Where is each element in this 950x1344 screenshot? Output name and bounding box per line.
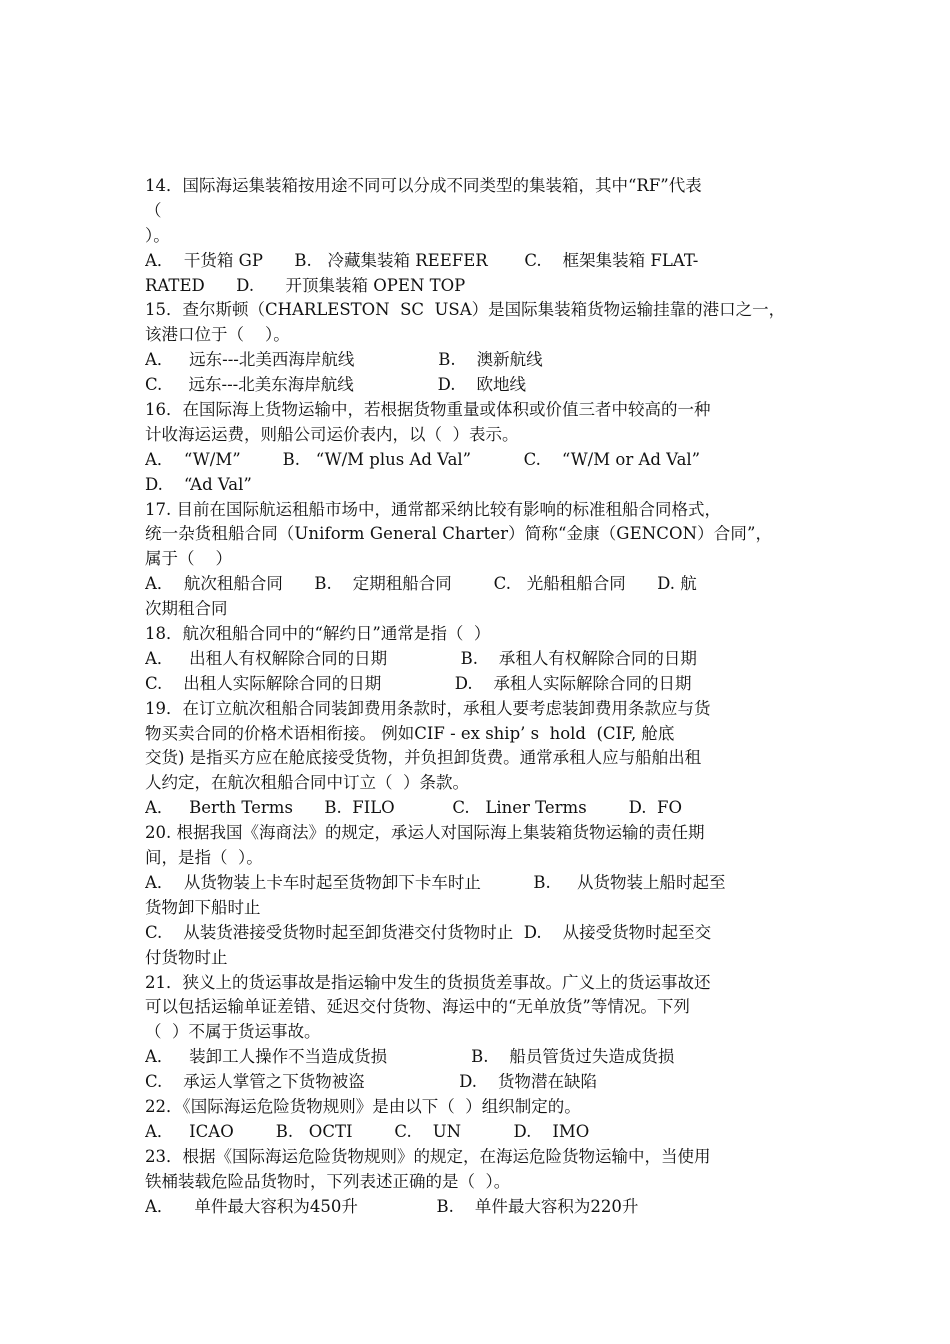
question-19-options: A． Berth Terms B. FILO C. Liner Terms D. FO [145,798,682,818]
question-17-line-1: 17. 目前在国际航运租船市场中，通常都采纳比较有影响的标准租船合同格式， [145,499,721,519]
question-20-options-1: A． 从货物装上卡车时起至货物卸下卡车时止 B. 从货物装上船时起至 [145,872,726,892]
question-17-line-3: 属于（ ） [145,549,232,569]
question-21-line-2: 可以包括运输单证差错、延迟交付货物、海运中的“无单放货”等情况。下列 [145,997,690,1017]
question-23-options-1: A． 单件最大容积为450升 B. 单件最大容积为220升 [145,1196,639,1216]
question-20-line-1: 20. 根据我国《海商法》的规定，承运人对国际海上集装箱货物运输的责任期 [145,823,705,843]
question-19-line-1: 19．在订立航次租船合同装卸费用条款时，承租人要考虑装卸费用条款应与货 [145,698,711,718]
question-22-line-1: 22．《国际海运危险货物规则》是由以下（ ）组织制定的。 [145,1096,581,1116]
document-body [145,174,815,1219]
question-16-line-1: 16．在国际海上货物运输中，若根据货物重量或体积或价值三者中较高的一种 [145,400,711,420]
question-21-line-3: （ ）不属于货运事故。 [145,1022,321,1042]
question-14-line-3: ）。 [145,225,170,245]
question-20-line-2: 间，是指（ ）。 [145,848,263,868]
question-20-options-4: 付货物时止 [145,947,228,967]
question-18-options-1: A． 出租人有权解除合同的日期 B. 承租人有权解除合同的日期 [145,648,697,668]
question-19-line-3: 交货) 是指买方应在舱底接受货物，并负担卸货费。通常承租人应与船舶出租 [145,748,702,768]
question-21-options-1: A． 装卸工人操作不当造成货损 B. 船员管货过失造成货损 [145,1047,675,1067]
question-14-line-2: （ [145,200,162,220]
question-15-line-2: 该港口位于（ ）。 [145,325,290,345]
question-21-options-2: C. 承运人掌管之下货物被盗 D. 货物潜在缺陷 [145,1072,598,1092]
question-18-line-1: 18．航次租船合同中的“解约日”通常是指（ ） [145,624,491,644]
question-20-options-2: 货物卸下船时止 [145,897,261,917]
question-23-line-2: 铁桶装载危险品货物时，下列表述正确的是（ ）。 [145,1171,511,1191]
question-21-line-1: 21．狭义上的货运事故是指运输中发生的货损货差事故。广义上的货运事故还 [145,972,711,992]
question-15-options-1: A． 远东---北美西海岸航线 B. 澳新航线 [145,350,543,370]
question-16-options-1: A． “W/M” B. “W/M plus Ad Val” C. “W/M or Ad Val” [145,449,701,469]
question-14-line-1: 14．国际海运集装箱按用途不同可以分成不同类型的集装箱，其中“RF”代表 [145,176,702,195]
question-22-options: A． ICAO B. OCTI C. UN D. IMO [145,1121,590,1141]
question-18-options-2: C. 出租人实际解除合同的日期 D. 承租人实际解除合同的日期 [145,673,692,693]
question-16-line-2: 计收海运运费，则船公司运价表内，以（ ）表示。 [145,424,519,444]
question-17-options-1: A． 航次租船合同 B. 定期租船合同 C. 光船租船合同 D. 航 [145,574,697,594]
question-16-options-2: D. “Ad Val” [145,474,252,494]
question-20-options-3: C. 从装货港接受货物时起至卸货港交付货物时止 D. 从接受货物时起至交 [145,922,712,942]
question-14-options-2: RATED D. 开顶集装箱 OPEN TOP [145,275,466,295]
question-19-line-2: 物买卖合同的价格术语相衔接。 例如CIF - ex ship’ s hold (CIF, 舱底 [145,723,675,743]
question-14-options-1: A． 干货箱 GP B. 冷藏集装箱 REEFER C. 框架集装箱 FLAT- [145,250,699,270]
question-17-line-2: 统一杂货租船合同（Uniform General Charter）简称“金康（GENCON）合同”， [145,524,773,544]
question-19-line-4: 人约定，在航次租船合同中订立（ ）条款。 [145,773,469,793]
question-23-line-1: 23．根据《国际海运危险货物规则》的规定，在海运危险货物运输中，当使用 [145,1146,711,1166]
question-17-options-2: 次期租合同 [145,599,228,619]
question-15-line-1: 15．查尔斯顿（CHARLESTON SC USA）是国际集装箱货物运输挂靠的港口之一， [145,300,786,320]
question-15-options-2: C. 远东---北美东海岸航线 D. 欧地线 [145,375,527,395]
